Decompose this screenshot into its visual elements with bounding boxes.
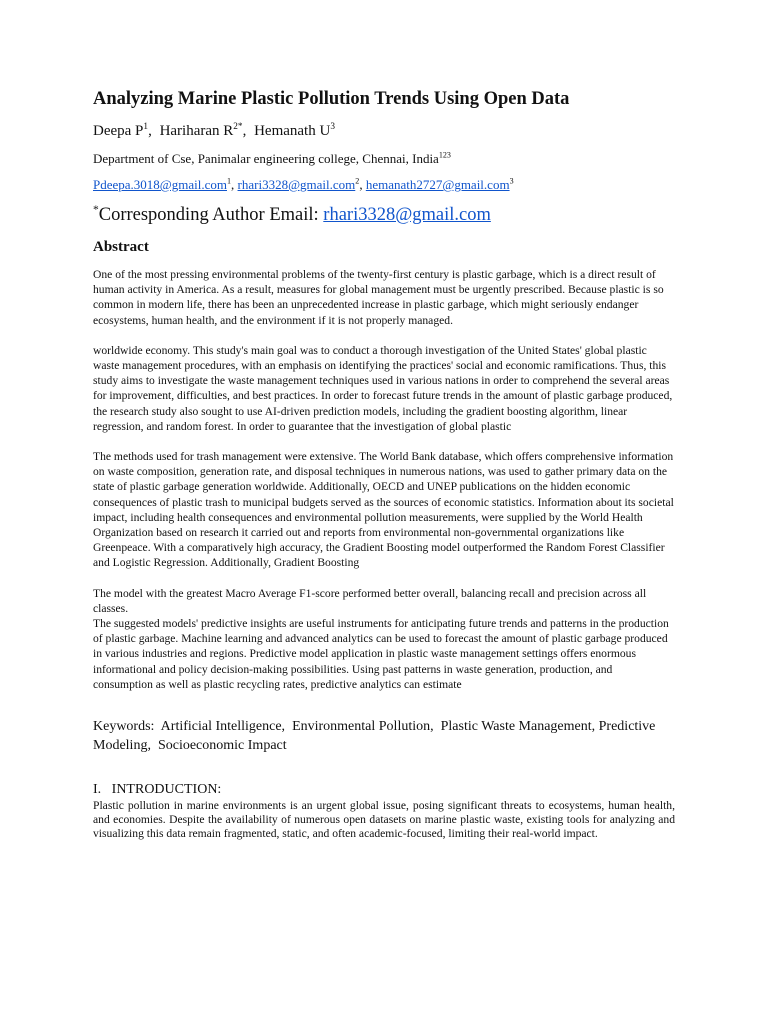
email-link[interactable]: Pdeepa.3018@gmail.com: [93, 177, 227, 192]
introduction-paragraph: Plastic pollution in marine environments is an urgent global issue, posing significant threats to ecosystems, human health, and economies. Despite the availability of numerous open datasets on marine plastic waste, existing tools for analyzing and visualizing this data remain fragmented, static, and often academic-focused, limiting their real-world impact.: [93, 799, 675, 841]
author-name: Hariharan R: [159, 123, 234, 139]
introduction-heading: I. INTRODUCTION:: [93, 782, 222, 798]
keywords: [93, 718, 675, 755]
email-sup: 1: [227, 176, 232, 186]
email-sup: 3: [509, 176, 514, 186]
email-link[interactable]: rhari3328@gmail.com: [237, 177, 356, 192]
paper-content: [93, 86, 675, 842]
abstract-paragraph: worldwide economy. This study's main goal was to conduct a thorough investigation of the United States' global plastic waste management procedures, with an emphasis on identifying the practices' social and economic ramifications. Thus, this study aims to investigate the waste management techniques used in various nations in order to comprehend the several areas for improvement, difficulties, and best practices. In order to forecast future trends in the amount of plastic garbage produced, the research study also sought to use AI-driven prediction models, including the gradient boosting algorithm, linear regression, and random forest. In order to guarantee that the investigation of global plastic: [93, 343, 673, 433]
keyword-item: Environmental Pollution,: [292, 719, 434, 735]
author-name: Hemanath U: [254, 123, 331, 139]
keyword-item: Artificial Intelligence,: [160, 719, 286, 735]
abstract-paragraph: The model with the greatest Macro Average F1-score performed better overall, balancing recall and precision across all classes.: [93, 586, 647, 615]
abstract-paragraph: One of the most pressing environmental problems of the twenty-first century is plastic garbage, which is a direct result of human activity in America. As a result, measures for global management must be urgently prescribed. Because plastic is so common in modern life, there has been an unprecedented increase in plastic garbage, which might seriously endanger ecosystems, human health, and the environment if it is not properly managed.: [93, 268, 664, 327]
keyword-item: Socioeconomic Impact: [157, 737, 287, 753]
author-sup: 3: [330, 122, 335, 132]
abstract-paragraph: The suggested models' predictive insights are useful instruments for anticipating future trends and patterns in the production of plastic garbage. Machine learning and advanced analytics can be used to forecast the amount of plastic garbage produced in various industries and regions. Predictive model application in plastic waste management settings offers enormous informational and policy decision-making possibilities. Using past patterns in waste generation, production, and consumption as well as plastic recycling rates, predictive analytics can estimate: [93, 617, 669, 691]
email-sup: 2: [355, 176, 360, 186]
corresponding-star: *: [93, 203, 99, 216]
corresponding-email-link[interactable]: rhari3328@gmail.com: [323, 205, 491, 225]
affiliation-text: Department of Cse, Panimalar engineering college, Chennai, India: [93, 151, 439, 166]
affiliation: [93, 150, 675, 168]
affiliation-sup: 123: [438, 150, 451, 160]
abstract-paragraph: The methods used for trash management were extensive. The World Bank database, which offers comprehensive information on waste composition, generation rate, and disposal techniques in numerous nations, was used to gather primary data on the state of plastic garbage generation worldwide. Additionally, OECD and UNEP publications on the hidden economic consequences of plastic trash to municipal budgets served as the sources of economic statistics. Information about its societal impact, including health consequences and environmental pollution measurements, were supplied by the World Health Organization based on research it carried out and reports from environmental non-governmental organizations like Greenpeace. With a comparatively high accuracy, the Gradient Boosting model outperformed the Random Forest Classifier and Logistic Regression. Additionally, Gradient Boosting: [93, 450, 674, 570]
corresponding-label: Corresponding Author Email:: [98, 205, 324, 225]
corresponding-author: [93, 202, 675, 228]
author-list: Deepa $P^1$, Hariharan $R^{2*}$, Hemanath $U^3$: [93, 122, 335, 139]
author-sup: 2*: [233, 122, 243, 132]
keyword-item: Plastic Waste Management,: [440, 719, 596, 735]
keyword-item: Predictive Modeling,: [93, 719, 656, 753]
paper-title: Analyzing Marine Plastic Pollution Trends Using Open Data: [93, 89, 570, 109]
author-name: Deepa P: [93, 123, 144, 139]
keywords-label: Keywords:: [93, 719, 155, 735]
author-sup: 1: [143, 122, 149, 132]
email-link[interactable]: hemanath2727@gmail.com: [365, 177, 510, 192]
email-list: Pdeepa.3018@gmail.com$^1$, rhari3328@gmail.com$^2$, hemanath2727@gmail.com$^3$: [93, 176, 514, 192]
abstract-heading: Abstract: [93, 239, 149, 255]
